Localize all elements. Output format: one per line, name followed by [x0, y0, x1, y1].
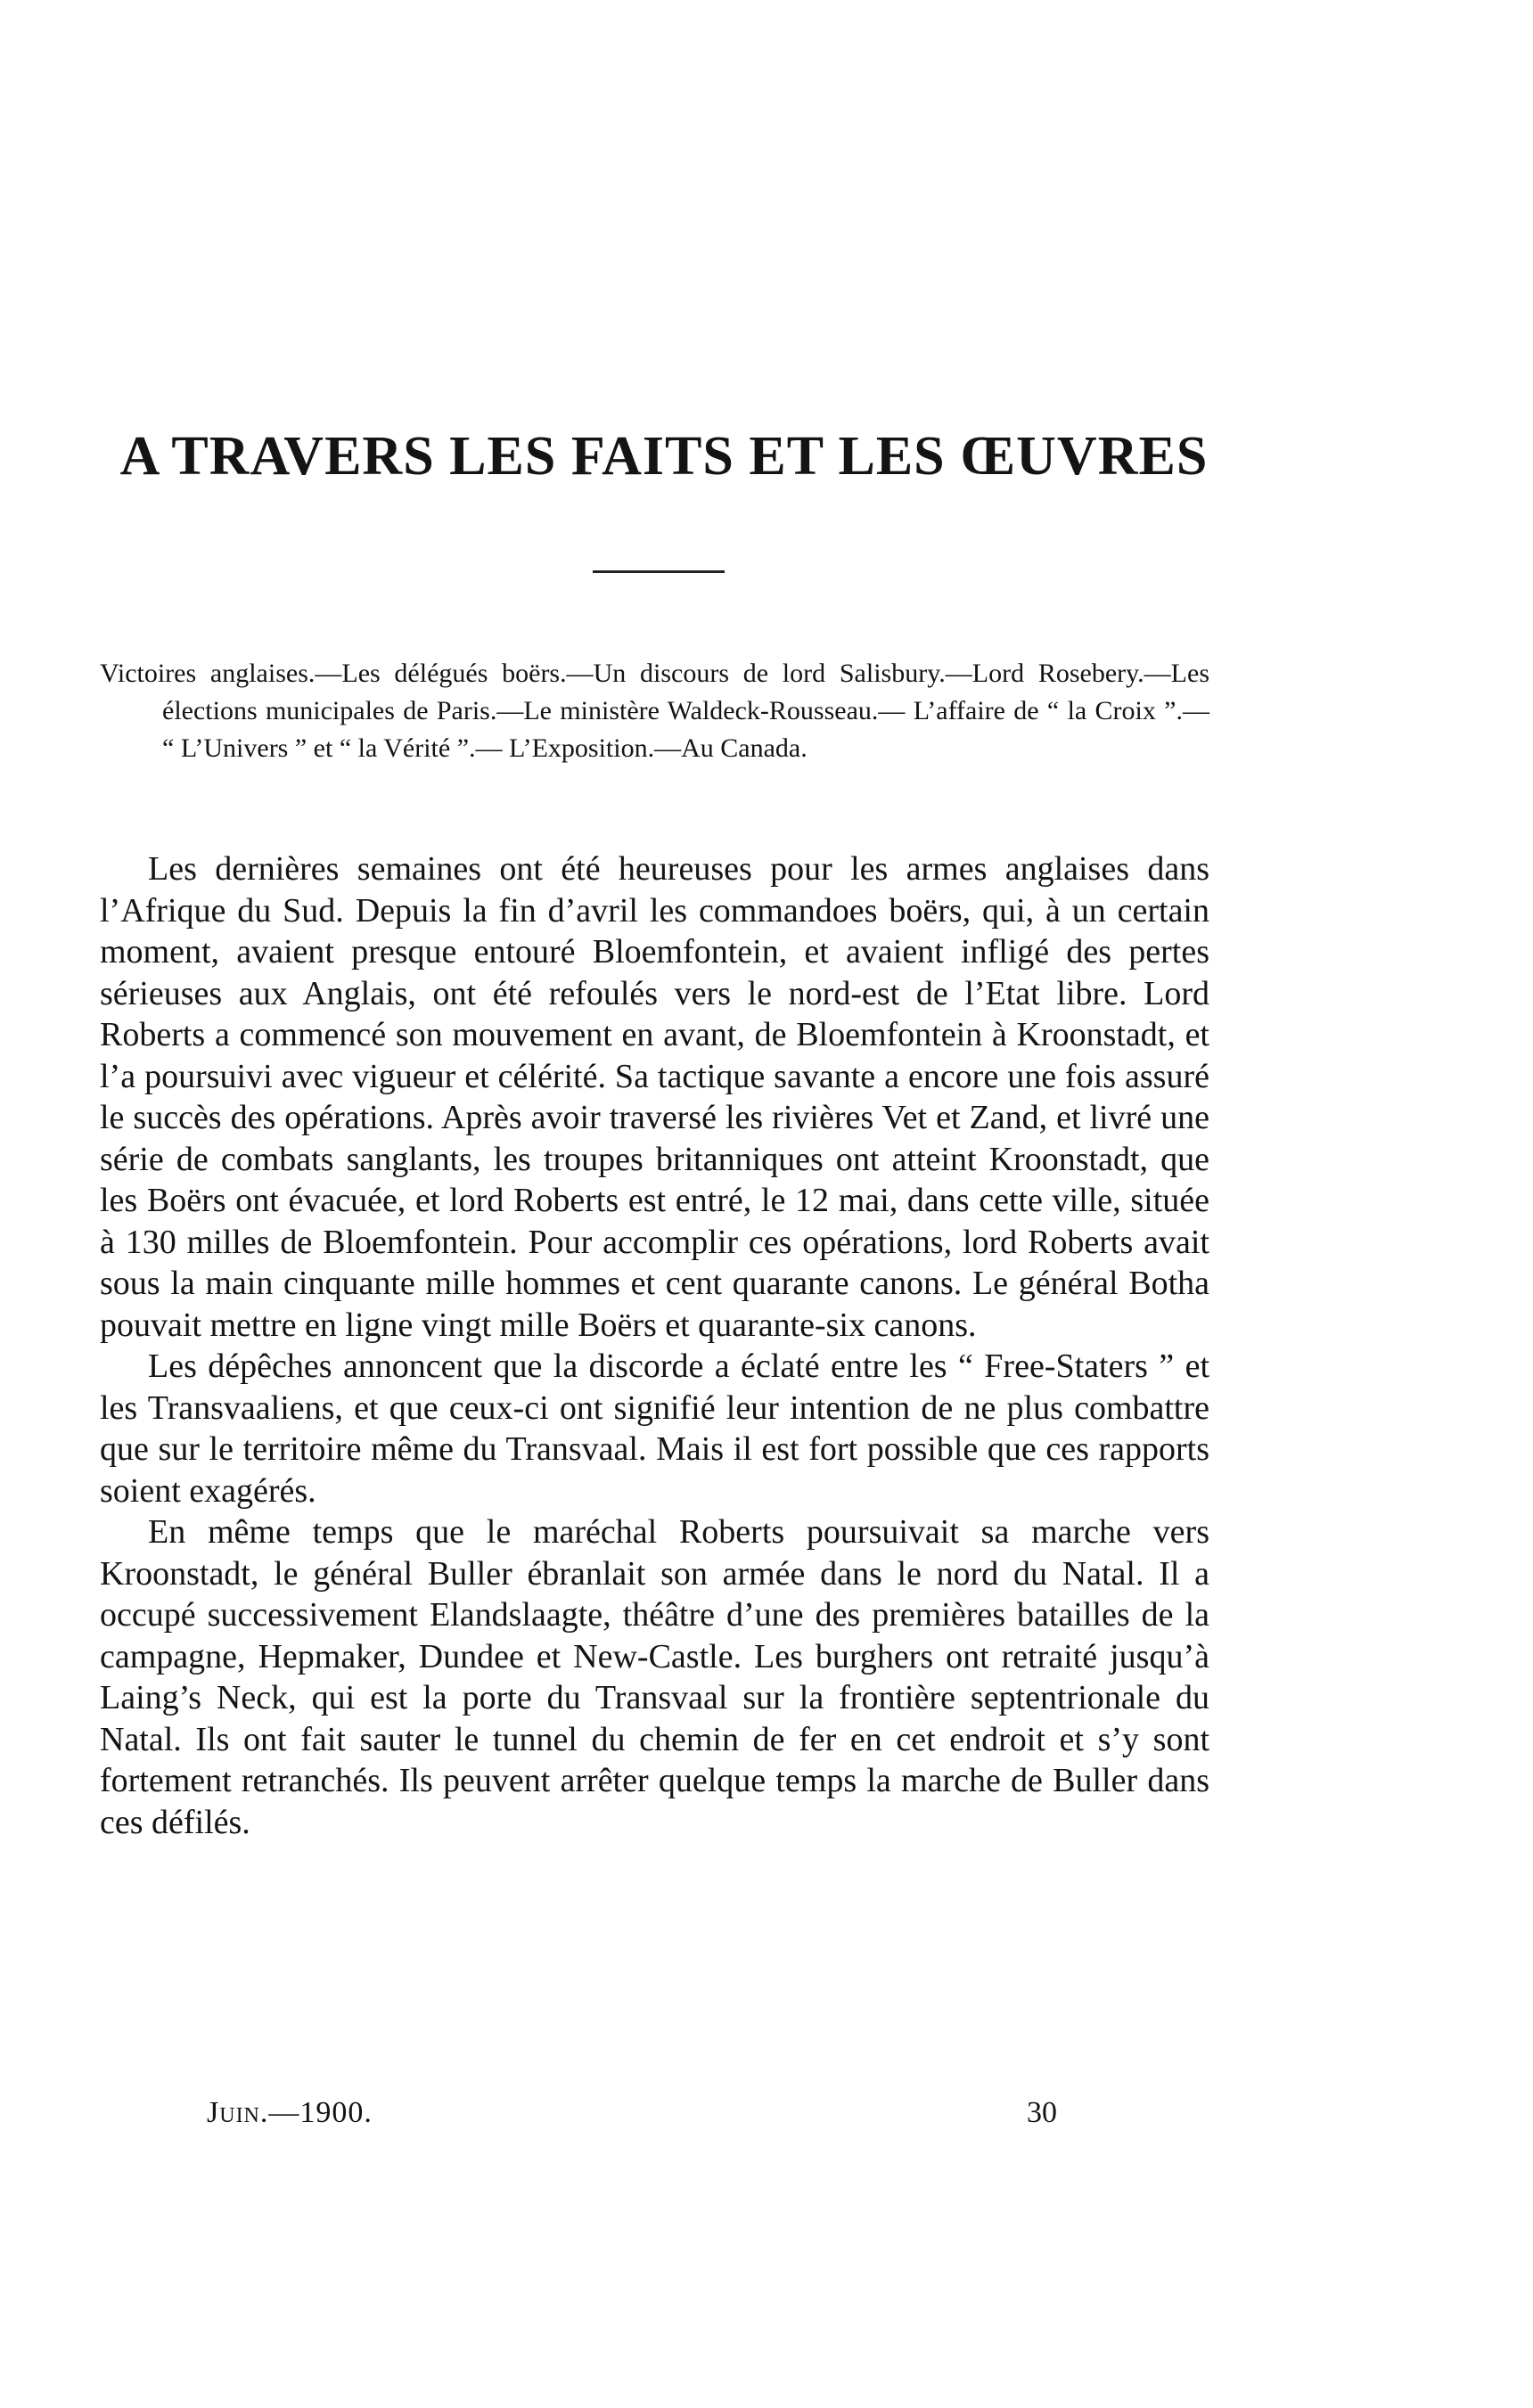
- page-footer: [100, 2096, 1209, 2139]
- issue-date: Juin.—1900.: [207, 2096, 373, 2129]
- article-summary: Victoires anglaises.—Les délégués boërs.—Un discours de lord Salisbury.—Lord Rosebery.—Les élections municipales de Paris.—Le ministère Waldeck-Rousseau.— L’affaire de “ la Croix ”.— “ L’Univers ” et “ la Vérité ”.— L’Exposition.—Au Canada.: [100, 659, 1209, 763]
- body-paragraph: En même temps que le maréchal Roberts poursuivait sa marche vers Kroonstadt, le général Buller ébranlait son armée dans le nord du Natal. Il a occupé successivement Elandslaagte, théâtre d’une des premières batailles de la campagne, Hepmaker, Dundee et New-Castle. Les burghers ont retraité jusqu’à Laing’s Neck, qui est la porte du Transvaal sur la frontière septentrionale du Natal. Ils ont fait sauter le tunnel du chemin de fer en cet endroit et s’y sont fortement retranchés. Ils peuvent arrêter quelque temps la marche de Buller dans ces défilés.: [100, 1513, 1209, 1841]
- article-title: A TRAVERS LES FAITS ET LES ŒUVRES: [119, 426, 1209, 487]
- page-number: 30: [1027, 2096, 1057, 2129]
- body-paragraph: Les dernières semaines ont été heureuses pour les armes anglaises dans l’Afrique du Sud. Depuis la fin d’avril les commandoes boërs, qui, à un certain moment, avaient presque entouré Bloemfontein, et avaient infligé des pertes sérieuses aux Anglais, ont été refoulés vers le nord-est de l’Etat libre. Lord Roberts a commencé son mouvement en avant, de Bloemfontein à Kroonstadt, et l’a poursuivi avec vigueur et célérité. Sa tactique savante a encore une fois assuré le succès des opérations. Après avoir traversé les rivières Vet et Zand, et livré une série de combats sanglants, les troupes britanniques ont atteint Kroonstadt, que les Boërs ont évacuée, et lord Roberts est entré, le 12 mai, dans cette ville, située à 130 milles de Bloemfontein. Pour accomplir ces opérations, lord Roberts avait sous la main cinquante mille hommes et cent quarante canons. Le général Botha pouvait mettre en ligne vingt mille Boërs et quarante-six canons.: [100, 850, 1209, 1344]
- body-paragraph: Les dépêches annoncent que la discorde a éclaté entre les “ Free-Staters ” et les Transvaaliens, et que ceux-ci ont signifié leur intention de ne plus combattre que sur le territoire même du Transvaal. Mais il est fort possible que ces rapports soient exagérés.: [100, 1347, 1209, 1510]
- article-body: [100, 848, 1209, 1843]
- title-divider: [593, 570, 725, 573]
